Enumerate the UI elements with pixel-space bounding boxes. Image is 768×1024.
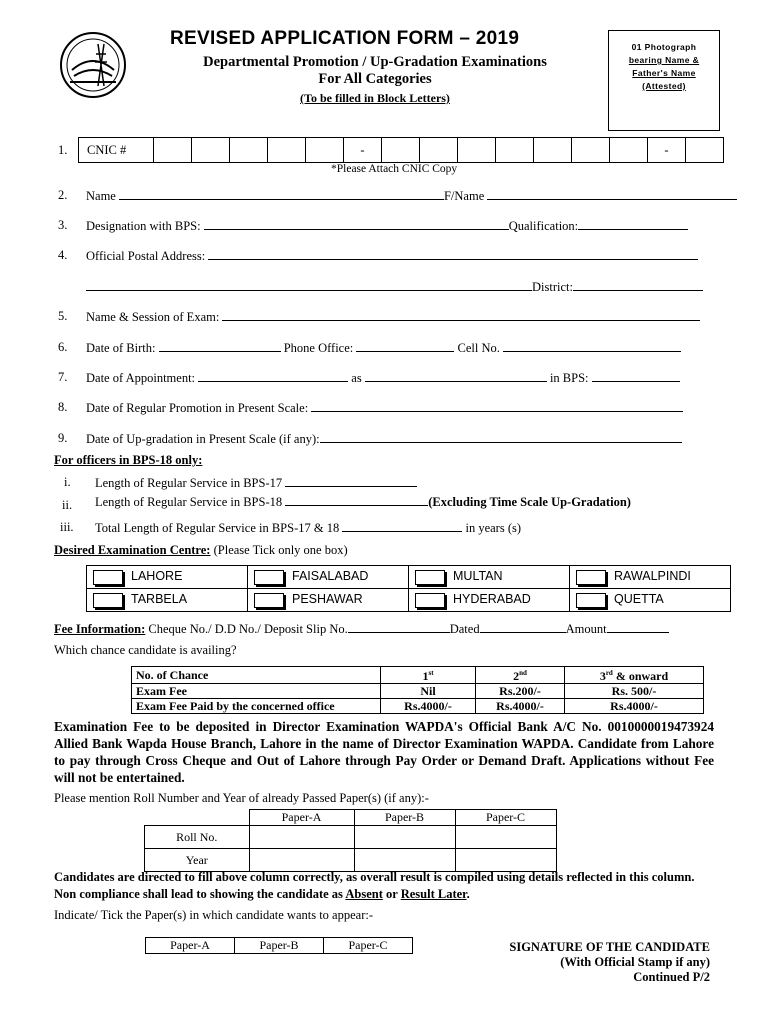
table-row <box>145 826 557 849</box>
table-cell: Nil <box>381 684 476 699</box>
designation-row <box>86 218 714 234</box>
item-number: 7. <box>58 370 68 384</box>
cnic-digit[interactable] <box>534 138 572 163</box>
appointment-field[interactable] <box>198 370 348 382</box>
bps18-service-label: Length of Regular Service in BPS-18 <box>95 495 283 509</box>
signature-block <box>430 940 710 985</box>
cell-field[interactable] <box>503 340 681 352</box>
roll-no-paper-b[interactable] <box>354 826 455 849</box>
form-subtitle <box>140 54 610 88</box>
item-number: 5. <box>58 309 68 323</box>
cnic-digit[interactable] <box>420 138 458 163</box>
centre-option-faisalabad[interactable] <box>248 566 409 589</box>
centre-label: LAHORE <box>131 569 183 584</box>
checkbox-icon[interactable] <box>415 570 445 585</box>
photo-line: bearing Name & <box>628 55 700 65</box>
postal-label: Official Postal Address: <box>86 249 206 263</box>
bps18-service-field[interactable] <box>285 494 428 506</box>
total-service-row <box>95 520 521 536</box>
chance-2-sup: nd <box>519 669 527 677</box>
designation-field[interactable] <box>204 218 509 230</box>
photo-line: (Attested) <box>642 81 686 91</box>
district-row <box>86 279 714 295</box>
table-header: Paper-B <box>354 810 455 826</box>
name-field[interactable] <box>119 188 444 200</box>
postal-field[interactable] <box>208 248 698 260</box>
postal-field-2[interactable] <box>86 279 532 291</box>
item-number: 2. <box>58 188 68 202</box>
centre-table <box>86 565 731 612</box>
centre-option-hyderabad[interactable] <box>409 589 570 612</box>
appear-papers-table <box>145 937 413 954</box>
cnic-digit[interactable] <box>192 138 230 163</box>
centre-heading: Desired Examination Centre: <box>54 543 211 557</box>
centre-option-multan[interactable] <box>409 566 570 589</box>
photo-line: Father's Name <box>632 68 696 78</box>
item-number: 4. <box>58 248 68 262</box>
item-number: 1. <box>58 143 68 157</box>
centre-option-lahore[interactable] <box>87 566 248 589</box>
chance-3-onward: & onward <box>615 669 669 683</box>
appear-prompt: Indicate/ Tick the Paper(s) in which candidate wants to appear:- <box>54 908 374 922</box>
in-bps-label: in BPS: <box>549 371 589 385</box>
cnic-digit[interactable] <box>268 138 306 163</box>
chance-table <box>131 666 704 714</box>
phone-office-label: Phone Office: <box>283 341 354 355</box>
which-chance: Which chance candidate is availing? <box>54 643 237 657</box>
table-cell: Rs. 500/- <box>565 684 704 699</box>
phone-office-field[interactable] <box>356 340 454 352</box>
table-header: Paper-C <box>455 810 556 826</box>
bps18-heading: For officers in BPS-18 only: <box>54 453 203 467</box>
table-cell: Exam Fee <box>132 684 381 699</box>
roll-no-paper-c[interactable] <box>455 826 556 849</box>
dated-label: Dated <box>449 622 480 636</box>
dob-label: Date of Birth: <box>86 341 156 355</box>
dated-field[interactable] <box>480 621 566 633</box>
appointment-as-field[interactable] <box>365 370 547 382</box>
dob-field[interactable] <box>159 340 281 352</box>
fname-field[interactable] <box>487 188 737 200</box>
cheque-field[interactable] <box>348 621 450 633</box>
promotion-field[interactable] <box>311 400 683 412</box>
chance-3 <box>565 667 704 684</box>
centre-label: HYDERABAD <box>453 592 531 607</box>
row-label: Roll No. <box>145 826 250 849</box>
postal-row <box>86 248 714 264</box>
chance-2-num: 2 <box>513 669 520 683</box>
chance-3-sup: rd <box>605 669 613 677</box>
total-service-label: Total Length of Regular Service in BPS-17 & 18 <box>95 521 340 535</box>
cnic-grid <box>78 137 724 163</box>
item-number: 3. <box>58 218 68 232</box>
cnic-digit[interactable] <box>154 138 192 163</box>
table-cell: Rs.4000/- <box>476 699 565 714</box>
promotion-label: Date of Regular Promotion in Present Scale: <box>86 401 309 415</box>
upgradation-label: Date of Up-gradation in Present Scale (if any): <box>86 432 320 446</box>
exam-session-row <box>86 309 714 325</box>
item-number: 8. <box>58 400 68 414</box>
table-row <box>132 699 704 714</box>
qualification-field[interactable] <box>578 218 688 230</box>
cnic-digit[interactable] <box>572 138 610 163</box>
table-cell: Exam Fee Paid by the concerned office <box>132 699 381 714</box>
centre-option-rawalpindi[interactable] <box>570 566 731 589</box>
signature-title: SIGNATURE OF THE CANDIDATE <box>509 940 710 954</box>
centre-option-tarbela[interactable] <box>87 589 248 612</box>
bps17-service-row <box>95 475 417 491</box>
centre-label: QUETTA <box>614 592 664 607</box>
bps17-service-field[interactable] <box>285 475 417 487</box>
row-label: Year <box>145 849 250 872</box>
photo-line: 01 Photograph <box>631 42 697 52</box>
cnic-digit[interactable] <box>610 138 648 163</box>
directive-or: or <box>386 887 398 901</box>
upgradation-row <box>86 431 714 447</box>
centre-label: PESHAWAR <box>292 592 363 607</box>
form-title: REVISED APPLICATION FORM – 2019 <box>170 28 520 49</box>
directive-absent: Absent <box>345 887 383 901</box>
cnic-digit[interactable] <box>686 138 724 163</box>
centre-label: TARBELA <box>131 592 188 607</box>
cnic-digit[interactable] <box>496 138 534 163</box>
checkbox-icon[interactable] <box>93 593 123 608</box>
chance-1-sup: st <box>428 669 434 677</box>
district-label: District: <box>532 280 573 294</box>
chance-1 <box>381 667 476 684</box>
paper-b-option[interactable]: Paper-B <box>235 938 324 954</box>
centre-label: RAWALPINDI <box>614 569 691 584</box>
bps18-num-iii: iii. <box>60 520 74 534</box>
paper-a-option[interactable]: Paper-A <box>146 938 235 954</box>
continued-label: Continued P/2 <box>633 970 710 984</box>
table-cell: Rs.4000/- <box>565 699 704 714</box>
promotion-row <box>86 400 714 416</box>
fee-info-row <box>54 621 669 637</box>
item-number: 9. <box>58 431 68 445</box>
subtitle-line2: For All Categories <box>318 71 432 87</box>
fee-heading: Fee Information: <box>54 622 146 636</box>
photograph-box[interactable] <box>608 30 720 131</box>
total-service-field[interactable] <box>342 520 462 532</box>
cnic-dash: - <box>648 138 686 163</box>
subtitle-line1: Departmental Promotion / Up-Gradation Examinations <box>203 54 547 70</box>
exam-session-label: Name & Session of Exam: <box>86 310 220 324</box>
wapda-logo <box>58 30 128 100</box>
exam-session-field[interactable] <box>222 309 700 321</box>
table-row <box>132 684 704 699</box>
directive-text <box>54 869 718 903</box>
cnic-digit[interactable] <box>382 138 420 163</box>
passed-prompt: Please mention Roll Number and Year of already Passed Paper(s) (if any):- <box>54 791 429 805</box>
dob-row <box>86 340 714 356</box>
bps18-service-note: (Excluding Time Scale Up-Gradation) <box>428 495 631 509</box>
chance-3-num: 3 <box>599 669 606 683</box>
appointment-row <box>86 370 714 386</box>
bps18-num-ii: ii. <box>62 498 73 512</box>
chance-2 <box>476 667 565 684</box>
centre-hint: (Please Tick only one box) <box>213 543 348 557</box>
qualification-label: Qualification: <box>508 219 579 233</box>
signature-stamp: (With Official Stamp if any) <box>560 955 710 969</box>
checkbox-icon[interactable] <box>576 570 606 585</box>
checkbox-icon[interactable] <box>93 570 123 585</box>
table-cell: Rs.4000/- <box>381 699 476 714</box>
bps18-service-row <box>95 494 631 510</box>
cnic-digit[interactable] <box>458 138 496 163</box>
bps-field[interactable] <box>592 370 680 382</box>
checkbox-icon[interactable] <box>415 593 445 608</box>
centre-heading-row <box>54 543 348 558</box>
name-label: Name <box>86 189 116 203</box>
centre-option-quetta[interactable] <box>570 589 731 612</box>
roll-no-paper-a[interactable] <box>249 826 354 849</box>
checkbox-icon[interactable] <box>254 570 284 585</box>
cell-label: Cell No. <box>457 341 500 355</box>
table-cell: Rs.200/- <box>476 684 565 699</box>
bps18-num-i: i. <box>64 475 71 489</box>
designation-label: Designation with BPS: <box>86 219 201 233</box>
chance-1-num: 1 <box>422 669 429 683</box>
amount-field[interactable] <box>607 621 669 633</box>
total-service-suffix: in years (s) <box>465 521 522 535</box>
amount-label: Amount <box>565 622 607 636</box>
appointment-label: Date of Appointment: <box>86 371 196 385</box>
centre-label: FAISALABAD <box>292 569 369 584</box>
cheque-label: Cheque No./ D.D No./ Deposit Slip No. <box>148 622 348 636</box>
centre-option-peshawar[interactable] <box>248 589 409 612</box>
item-number: 6. <box>58 340 68 354</box>
paper-c-option[interactable]: Paper-C <box>324 938 413 954</box>
cnic-note: *Please Attach CNIC Copy <box>331 163 458 175</box>
passed-papers-table <box>144 809 557 872</box>
block-letters-note: (To be filled in Block Letters) <box>300 91 450 105</box>
bps17-service-label: Length of Regular Service in BPS-17 <box>95 476 283 490</box>
directive-body: Candidates are directed to fill above column correctly, as overall result is compiled using details reflected in this column. Non compliance shall lead to showing the candidate as <box>54 870 695 901</box>
table-cell <box>145 810 250 826</box>
fname-label: F/Name <box>443 189 485 203</box>
directive-end: . <box>466 887 470 901</box>
fee-instruction: Examination Fee to be deposited in Director Examination WAPDA's Official Bank A/C No. 0010000019473924 Allied Bank Wapda House Branch, Lahore in the name of Director Examination WAPDA. Candidate from Lahore to pay through Cross Cheque and Out of Lahore through Pay Order or Demand Draft. Applications without Fee will not be entertained. <box>54 719 714 785</box>
cnic-dash: - <box>344 138 382 163</box>
cnic-label: CNIC # <box>79 138 154 163</box>
chance-header: No. of Chance <box>132 667 381 684</box>
directive-later: Result Later <box>400 887 467 901</box>
cnic-digit[interactable] <box>306 138 344 163</box>
checkbox-icon[interactable] <box>254 593 284 608</box>
centre-label: MULTAN <box>453 569 503 584</box>
district-field[interactable] <box>573 279 703 291</box>
cnic-digit[interactable] <box>230 138 268 163</box>
name-row <box>86 188 714 204</box>
as-label: as <box>351 371 362 385</box>
table-header: Paper-A <box>249 810 354 826</box>
checkbox-icon[interactable] <box>576 593 606 608</box>
upgradation-field[interactable] <box>320 431 682 443</box>
